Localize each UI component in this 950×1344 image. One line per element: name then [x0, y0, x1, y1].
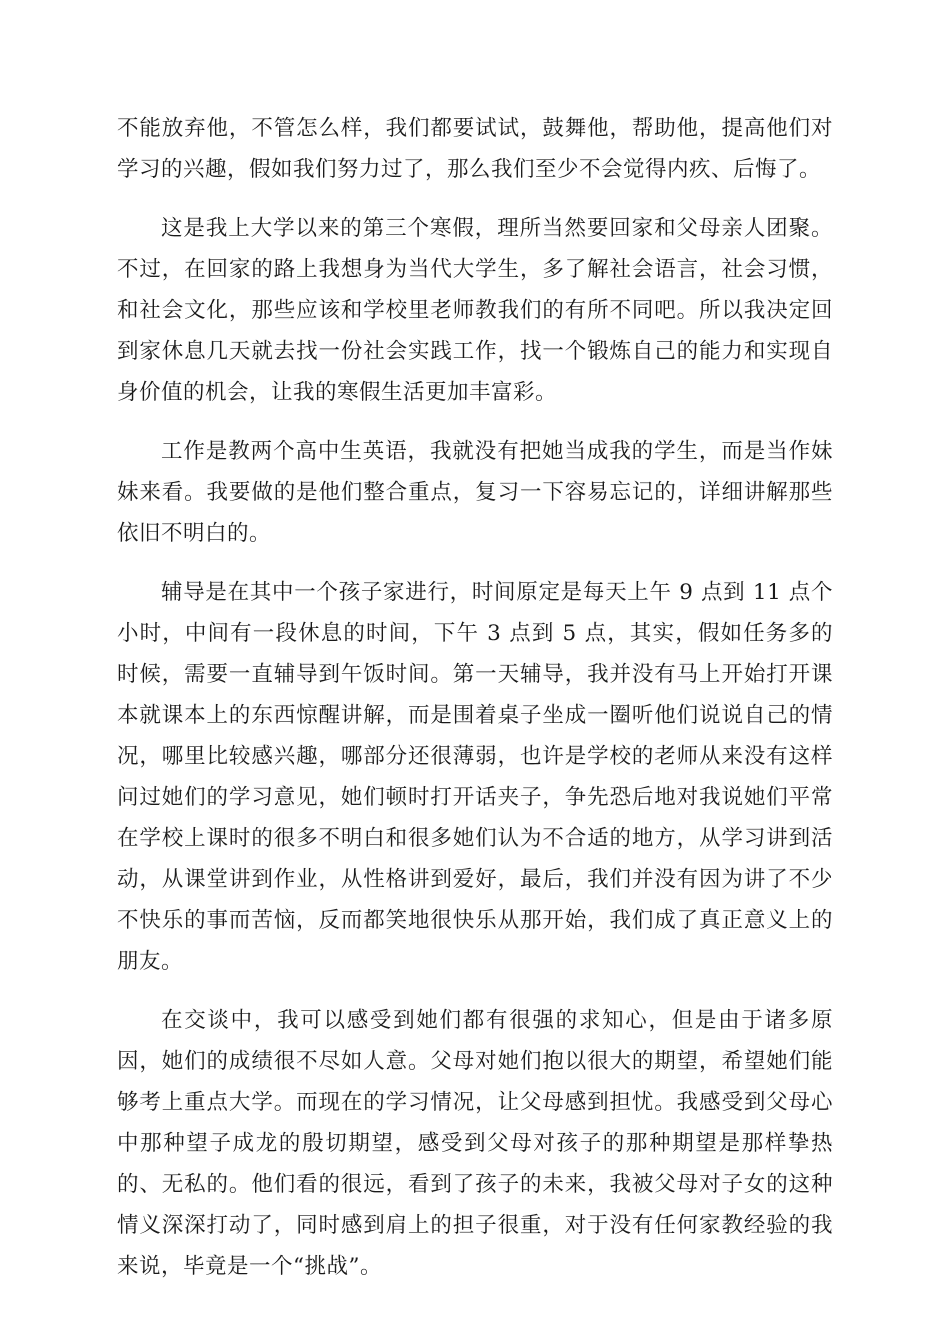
paragraph-3: 工作是教两个高中生英语，我就没有把她当成我的学生，而是当作妹妹来看。我要做的是他们整合重点，复习一下容易忘记的，详细讲解那些依旧不明白的。 [117, 439, 833, 546]
paragraph-5: 在交谈中，我可以感受到她们都有很强的求知心，但是由于诸多原因，她们的成绩很不尽如人意。父母对她们抱以很大的期望，希望她们能够考上重点大学。而现在的学习情况，让父母感到担忧。我感受到父母心中那种望子成龙的殷切期望，感受到父母对孩子的那种期望是那样挚热的、无私的。他们看的很远，看到了孩子的未来，我被父母对子女的这种情义深深打动了，同时感到肩上的担子很重，对于没有任何家教经验的我来说，毕竟是一个“挑战”。 [117, 1008, 833, 1279]
document-body [117, 108, 833, 1305]
paragraph-4: 辅导是在其中一个孩子家进行，时间原定是每天上午 9 点到 11 点个小时，中间有一段休息的时间，下午 3 点到 5 点，其实，假如任务多的时候，需要一直辅导到午饭时间。第一天辅导，我并没有马上开始打开课本就课本上的东西惊醒讲解，而是围着桌子坐成一圈听他们说说自己的情况，哪里比较感兴趣，哪部分还很薄弱，也许是学校的老师从来没有这样问过她们的学习意见，她们顿时打开话夹子，争先恐后地对我说她们平常在学校上课时的很多不明白和很多她们认为不合适的地方，从学习讲到活动，从课堂讲到作业，从性格讲到爱好，最后，我们并没有因为讲了不少不快乐的事而苦恼，反而都笑地很快乐从那开始，我们成了真正意义上的朋友。 [117, 580, 833, 974]
paragraph-2: 这是我上大学以来的第三个寒假，理所当然要回家和父母亲人团聚。不过，在回家的路上我想身为当代大学生，多了解社会语言，社会习惯，和社会文化，那些应该和学校里老师教我们的有所不同吧。所以我决定回到家休息几天就去找一份社会实践工作，找一个锻炼自己的能力和实现自身价值的机会，让我的寒假生活更加丰富彩。 [117, 216, 833, 405]
paragraph-1: 不能放弃他，不管怎么样，我们都要试试，鼓舞他，帮助他，提高他们对学习的兴趣，假如我们努力过了，那么我们至少不会觉得内疚、后悔了。 [117, 116, 833, 182]
